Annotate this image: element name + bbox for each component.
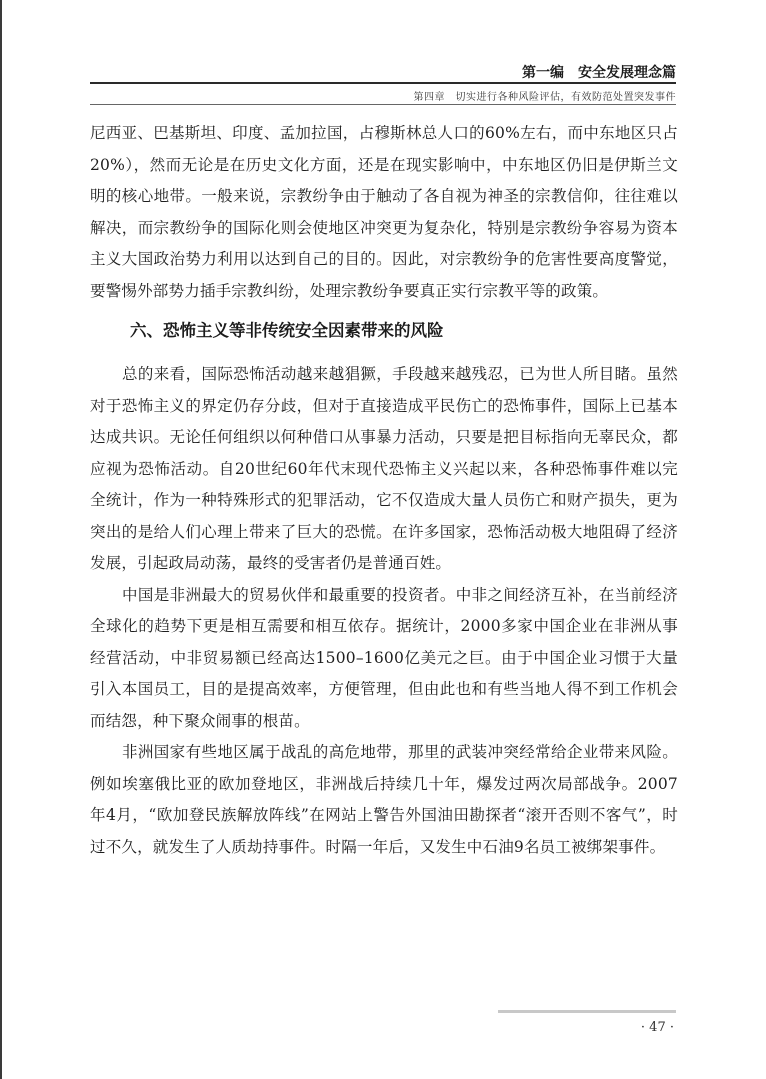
part-title: 第一编 安全发展理念篇: [522, 65, 676, 81]
section-heading: 六、恐怖主义等非传统安全因素带来的风险: [130, 321, 444, 340]
footer-rule: [498, 1010, 676, 1013]
header-subrule: [90, 104, 676, 105]
page-body: [90, 118, 678, 863]
paragraph: 非洲国家有些地区属于战乱的高危地带，那里的武装冲突经常给企业带来风险。例如埃塞俄比亚的欧加登地区，非洲战后持续几十年，爆发过两次局部战争。2007年4月，“欧加登民族解放阵线”在网站上警告外国油田勘探者“滚开否则不客气”，时过不久，就发生了人质劫持事件。时隔一年后，又发生中石油9名员工被绑架事件。: [90, 743, 678, 856]
running-header: [90, 56, 676, 112]
page-edge-rule: [0, 0, 2, 1079]
paragraph: 中国是非洲最大的贸易伙伴和最重要的投资者。中非之间经济互补，在当前经济全球化的趋势下更是相互需要和相互依存。据统计，2000多家中国企业在非洲从事经营活动，中非贸易额已经高达1500–1600亿美元之巨。由于中国企业习惯于大量引入本国员工，目的是提高效率，方便管理，但由此也和有些当地人得不到工作机会而结怨，种下聚众闹事的根苗。: [90, 585, 678, 730]
paragraph: 总的来看，国际恐怖活动越来越猖獗，手段越来越残忍，已为世人所目睹。虽然对于恐怖主义的界定仍存分歧，但对于直接造成平民伤亡的恐怖事件，国际上已基本达成共识。无论任何组织以何种借口从事暴力活动，只要是把目标指向无辜民众，都应视为恐怖活动。自20世纪60年代末现代恐怖主义兴起以来，各种恐怖事件难以完全统计，作为一种特殊形式的犯罪活动，它不仅造成大量人员伤亡和财产损失，更为突出的是给人们心理上带来了巨大的恐慌。在许多国家，恐怖活动极大地阻碍了经济发展，引起政局动荡，最终的受害者仍是普通百姓。: [90, 365, 678, 572]
page-number: · 47 ·: [640, 1020, 674, 1035]
chapter-title: 第四章 切实进行各种风险评估，有效防范处置突发事件: [413, 92, 676, 103]
paragraph-continued: 尼西亚、巴基斯坦、印度、孟加拉国，占穆斯林总人口的60%左右，而中东地区只占20%），然而无论是在历史文化方面，还是在现实影响中，中东地区仍旧是伊斯兰文明的核心地带。一般来说，宗教纷争由于触动了各自视为神圣的宗教信仰，往往难以解决，而宗教纷争的国际化则会使地区冲突更为复杂化，特别是宗教纷争容易为资本主义大国政治势力利用以达到自己的目的。因此，对宗教纷争的危害性要高度警觉，要警惕外部势力插手宗教纠纷，处理宗教纷争要真正实行宗教平等的政策。: [90, 124, 678, 300]
header-rule: [90, 82, 676, 84]
